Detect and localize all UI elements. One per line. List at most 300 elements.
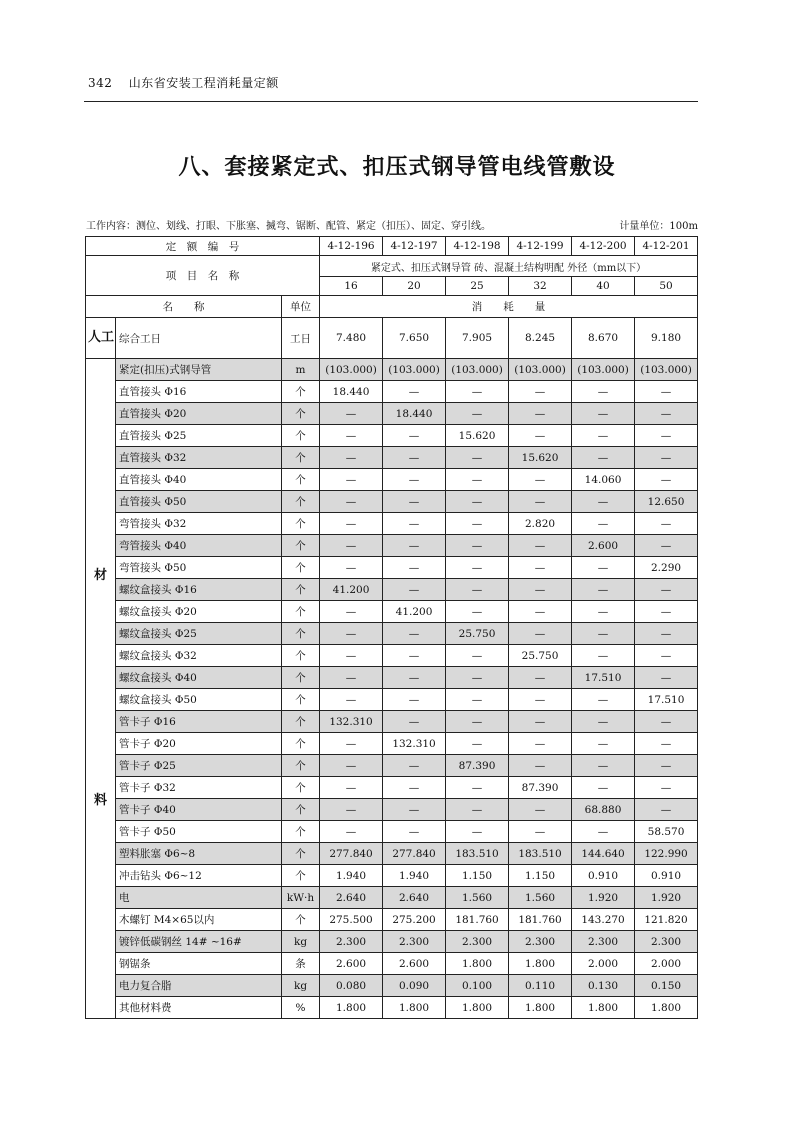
labor-value: 7.905 (446, 318, 509, 359)
material-unit: kW·h (282, 887, 320, 909)
material-value: — (635, 425, 698, 447)
material-unit: 个 (282, 535, 320, 557)
material-unit: 个 (282, 909, 320, 931)
material-value: — (509, 689, 572, 711)
material-value: — (572, 755, 635, 777)
material-row (86, 535, 698, 557)
material-value: — (383, 491, 446, 513)
material-unit: 个 (282, 733, 320, 755)
material-value: — (635, 623, 698, 645)
material-value: 0.150 (635, 975, 698, 997)
material-value: (103.000) (446, 359, 509, 381)
material-unit: 个 (282, 469, 320, 491)
diameter: 25 (446, 277, 509, 296)
material-unit: 个 (282, 403, 320, 425)
material-name: 管卡子 Φ16 (116, 711, 282, 733)
book-title: 山东省安装工程消耗量定额 (128, 76, 279, 90)
material-value: — (635, 755, 698, 777)
material-value: — (572, 645, 635, 667)
material-value: 15.620 (446, 425, 509, 447)
material-name: 其他材料费 (116, 997, 282, 1019)
material-value: 2.600 (320, 953, 383, 975)
material-value: 2.300 (320, 931, 383, 953)
material-value: 1.800 (509, 953, 572, 975)
material-value: — (320, 821, 383, 843)
material-value: — (383, 425, 446, 447)
material-value: 2.640 (383, 887, 446, 909)
material-value: — (572, 403, 635, 425)
labor-value: 8.670 (572, 318, 635, 359)
material-value: — (635, 535, 698, 557)
material-unit: 个 (282, 777, 320, 799)
material-value: — (383, 557, 446, 579)
material-value: — (509, 821, 572, 843)
diameter: 40 (572, 277, 635, 296)
material-row (86, 579, 698, 601)
material-value: — (320, 425, 383, 447)
material-value: — (509, 425, 572, 447)
material-value: — (572, 777, 635, 799)
material-value: — (635, 381, 698, 403)
page-number: 342 (88, 76, 113, 90)
spec-row (86, 256, 698, 277)
material-value: — (509, 381, 572, 403)
material-unit: 个 (282, 843, 320, 865)
material-name: 电力复合脂 (116, 975, 282, 997)
material-value: — (572, 579, 635, 601)
labor-value: 7.480 (320, 318, 383, 359)
material-value: — (446, 777, 509, 799)
material-unit: 个 (282, 579, 320, 601)
material-value: 2.600 (383, 953, 446, 975)
material-value: — (446, 403, 509, 425)
material-value: 1.560 (446, 887, 509, 909)
material-value: 0.100 (446, 975, 509, 997)
material-category (86, 359, 116, 1019)
material-value: 0.910 (635, 865, 698, 887)
material-value: — (509, 711, 572, 733)
material-value: 1.800 (572, 997, 635, 1019)
quota-code: 4-12-200 (572, 237, 635, 256)
material-value: — (320, 623, 383, 645)
material-value: 1.560 (509, 887, 572, 909)
material-value: — (635, 601, 698, 623)
material-value: — (320, 469, 383, 491)
material-unit: 个 (282, 381, 320, 403)
material-name: 钢锯条 (116, 953, 282, 975)
material-value: 12.650 (635, 491, 698, 513)
material-value: — (383, 579, 446, 601)
material-value: — (320, 491, 383, 513)
material-value: — (572, 601, 635, 623)
material-value: 181.760 (509, 909, 572, 931)
material-value: — (446, 513, 509, 535)
material-name: 镀锌低碳钢丝 14# ~16# (116, 931, 282, 953)
material-unit: 个 (282, 557, 320, 579)
material-unit: 个 (282, 799, 320, 821)
material-value: — (446, 579, 509, 601)
material-name: 冲击钻头 Φ6~12 (116, 865, 282, 887)
material-value: — (572, 425, 635, 447)
quota-code: 4-12-201 (635, 237, 698, 256)
material-name: 直管接头 Φ50 (116, 491, 282, 513)
material-value: — (320, 403, 383, 425)
material-value: 2.300 (635, 931, 698, 953)
material-name: 管卡子 Φ40 (116, 799, 282, 821)
material-unit: kg (282, 975, 320, 997)
material-name: 紧定(扣压)式钢导管 (116, 359, 282, 381)
material-row (86, 953, 698, 975)
material-value: — (635, 513, 698, 535)
material-value: 1.800 (446, 997, 509, 1019)
material-name: 管卡子 Φ25 (116, 755, 282, 777)
material-name: 管卡子 Φ50 (116, 821, 282, 843)
material-row (86, 447, 698, 469)
material-unit: 个 (282, 513, 320, 535)
material-value: — (320, 535, 383, 557)
material-name: 螺纹盒接头 Φ32 (116, 645, 282, 667)
material-value: (103.000) (383, 359, 446, 381)
material-name: 螺纹盒接头 Φ20 (116, 601, 282, 623)
diameter: 20 (383, 277, 446, 296)
material-value: — (383, 381, 446, 403)
material-value: 132.310 (383, 733, 446, 755)
material-name: 弯管接头 Φ50 (116, 557, 282, 579)
col-consumption-header: 消 耗 量 (320, 296, 698, 318)
quota-code: 4-12-198 (446, 237, 509, 256)
material-value: 1.150 (509, 865, 572, 887)
material-value: — (635, 799, 698, 821)
material-value: 87.390 (446, 755, 509, 777)
material-row (86, 403, 698, 425)
material-name: 木螺钉 M4×65以内 (116, 909, 282, 931)
material-row (86, 557, 698, 579)
quota-table-body (86, 237, 698, 1019)
labor-unit: 工日 (282, 318, 320, 359)
material-value: 1.800 (320, 997, 383, 1019)
material-value: 1.800 (446, 953, 509, 975)
material-value: — (446, 799, 509, 821)
material-row (86, 469, 698, 491)
material-name: 弯管接头 Φ32 (116, 513, 282, 535)
material-row (86, 491, 698, 513)
material-name: 弯管接头 Φ40 (116, 535, 282, 557)
material-value: 0.090 (383, 975, 446, 997)
material-value: 14.060 (572, 469, 635, 491)
material-value: — (320, 601, 383, 623)
diameter: 32 (509, 277, 572, 296)
material-value: 25.750 (446, 623, 509, 645)
material-value: 143.270 (572, 909, 635, 931)
material-unit: 个 (282, 689, 320, 711)
material-value: 277.840 (320, 843, 383, 865)
quota-code-label: 定 额 编 号 (86, 237, 320, 256)
material-value: 132.310 (320, 711, 383, 733)
material-name: 直管接头 Φ40 (116, 469, 282, 491)
quota-code: 4-12-199 (509, 237, 572, 256)
material-value: — (320, 447, 383, 469)
material-row (86, 975, 698, 997)
spec-label: 紧定式、扣压式钢导管 砖、混凝土结构明配 外径（mm以下） (320, 256, 698, 277)
material-value: (103.000) (635, 359, 698, 381)
material-value: — (635, 711, 698, 733)
material-value: — (509, 733, 572, 755)
material-value: — (509, 535, 572, 557)
material-value: 18.440 (383, 403, 446, 425)
material-value: (103.000) (509, 359, 572, 381)
header-rule (84, 101, 698, 102)
material-value: — (446, 469, 509, 491)
material-value: — (320, 689, 383, 711)
material-value: — (572, 623, 635, 645)
material-value: 17.510 (635, 689, 698, 711)
material-value: — (446, 491, 509, 513)
material-row (86, 733, 698, 755)
material-row (86, 843, 698, 865)
material-value: 2.300 (509, 931, 572, 953)
material-value: 121.820 (635, 909, 698, 931)
material-value: 58.570 (635, 821, 698, 843)
labor-name: 综合工日 (116, 318, 282, 359)
material-value: — (383, 799, 446, 821)
material-row (86, 755, 698, 777)
material-value: 0.910 (572, 865, 635, 887)
material-row (86, 887, 698, 909)
material-value: 183.510 (446, 843, 509, 865)
material-value: — (509, 557, 572, 579)
material-unit: 个 (282, 447, 320, 469)
quota-code: 4-12-196 (320, 237, 383, 256)
material-unit: 个 (282, 755, 320, 777)
material-value: 2.290 (635, 557, 698, 579)
material-unit: 个 (282, 711, 320, 733)
material-value: — (383, 689, 446, 711)
material-row (86, 513, 698, 535)
material-value: 122.990 (635, 843, 698, 865)
material-row (86, 645, 698, 667)
material-value: — (320, 799, 383, 821)
material-unit: 个 (282, 645, 320, 667)
material-value: — (509, 601, 572, 623)
material-value: 1.920 (635, 887, 698, 909)
material-value: — (572, 733, 635, 755)
material-name: 螺纹盒接头 Φ50 (116, 689, 282, 711)
material-value: 17.510 (572, 667, 635, 689)
material-unit: 条 (282, 953, 320, 975)
material-category-bottom: 料 (93, 792, 107, 808)
material-value: — (383, 447, 446, 469)
quota-code: 4-12-197 (383, 237, 446, 256)
material-row (86, 909, 698, 931)
work-content: 工作内容：测位、划线、打眼、下胀塞、揻弯、锯断、配管、紧定（扣压）、固定、穿引线。 (86, 221, 491, 232)
material-value: — (446, 601, 509, 623)
material-row (86, 667, 698, 689)
labor-value: 7.650 (383, 318, 446, 359)
material-row (86, 425, 698, 447)
material-value: — (446, 821, 509, 843)
material-value: — (383, 469, 446, 491)
material-unit: 个 (282, 865, 320, 887)
material-value: — (383, 821, 446, 843)
material-value: 2.300 (383, 931, 446, 953)
work-content-line (86, 217, 698, 232)
material-value: — (320, 733, 383, 755)
material-value: — (446, 667, 509, 689)
material-name: 电 (116, 887, 282, 909)
material-row (86, 359, 698, 381)
material-value: — (509, 579, 572, 601)
labor-category: 人工 (86, 318, 116, 359)
material-unit: 个 (282, 821, 320, 843)
material-unit: 个 (282, 491, 320, 513)
material-value: 183.510 (509, 843, 572, 865)
material-value: — (446, 645, 509, 667)
material-value: 41.200 (383, 601, 446, 623)
material-name: 螺纹盒接头 Φ16 (116, 579, 282, 601)
material-value: 1.800 (635, 997, 698, 1019)
material-value: 87.390 (509, 777, 572, 799)
material-row (86, 689, 698, 711)
material-unit: 个 (282, 623, 320, 645)
material-name: 螺纹盒接头 Φ25 (116, 623, 282, 645)
material-value: — (446, 535, 509, 557)
material-value: — (446, 733, 509, 755)
material-name: 塑料胀塞 Φ6~8 (116, 843, 282, 865)
material-row (86, 777, 698, 799)
quota-table (85, 236, 698, 1019)
material-row (86, 711, 698, 733)
material-value: 68.880 (572, 799, 635, 821)
unit-note: 计量单位：100m (619, 221, 698, 232)
material-value: — (446, 689, 509, 711)
material-row (86, 799, 698, 821)
material-value: 1.150 (446, 865, 509, 887)
material-value: — (320, 667, 383, 689)
material-value: — (635, 579, 698, 601)
material-value: 18.440 (320, 381, 383, 403)
material-value: — (572, 689, 635, 711)
material-value: — (383, 667, 446, 689)
quota-code-row (86, 237, 698, 256)
material-name: 螺纹盒接头 Φ40 (116, 667, 282, 689)
material-value: — (383, 535, 446, 557)
material-category-top: 材 (93, 568, 107, 584)
material-value: — (635, 469, 698, 491)
material-value: 15.620 (509, 447, 572, 469)
col-name-header: 名 称 (86, 296, 282, 318)
diameter: 50 (635, 277, 698, 296)
material-row (86, 997, 698, 1019)
material-value: — (446, 447, 509, 469)
material-value: (103.000) (572, 359, 635, 381)
material-unit: 个 (282, 601, 320, 623)
material-unit: m (282, 359, 320, 381)
material-value: — (446, 381, 509, 403)
material-name: 直管接头 Φ32 (116, 447, 282, 469)
material-value: — (383, 777, 446, 799)
material-value: — (635, 447, 698, 469)
material-value: 2.000 (635, 953, 698, 975)
material-row (86, 865, 698, 887)
material-unit: 个 (282, 667, 320, 689)
material-name: 直管接头 Φ16 (116, 381, 282, 403)
material-value: — (320, 645, 383, 667)
section-title: 八、套接紧定式、扣压式钢导管电线管敷设 (178, 155, 616, 180)
page-header (88, 74, 279, 91)
material-value: — (635, 733, 698, 755)
material-row (86, 931, 698, 953)
material-value: 2.000 (572, 953, 635, 975)
material-value: — (572, 711, 635, 733)
material-value: — (509, 623, 572, 645)
material-value: — (320, 513, 383, 535)
material-value: 1.800 (383, 997, 446, 1019)
material-value: 2.820 (509, 513, 572, 535)
material-value: 277.840 (383, 843, 446, 865)
material-value: — (446, 711, 509, 733)
material-value: 0.110 (509, 975, 572, 997)
labor-value: 8.245 (509, 318, 572, 359)
material-value: (103.000) (320, 359, 383, 381)
material-value: 2.300 (572, 931, 635, 953)
material-value: — (320, 755, 383, 777)
material-value: — (383, 755, 446, 777)
material-value: 275.200 (383, 909, 446, 931)
material-unit: 个 (282, 425, 320, 447)
material-value: 275.500 (320, 909, 383, 931)
material-value: — (446, 557, 509, 579)
material-value: — (320, 557, 383, 579)
material-value: — (383, 711, 446, 733)
material-value: 1.940 (320, 865, 383, 887)
col-unit-header: 单位 (282, 296, 320, 318)
material-value: — (572, 491, 635, 513)
material-value: — (509, 667, 572, 689)
material-name: 管卡子 Φ20 (116, 733, 282, 755)
material-row (86, 821, 698, 843)
item-name-label: 项 目 名 称 (86, 256, 320, 296)
material-value: — (635, 403, 698, 425)
material-value: 0.130 (572, 975, 635, 997)
labor-value: 9.180 (635, 318, 698, 359)
material-value: — (635, 777, 698, 799)
material-name: 直管接头 Φ25 (116, 425, 282, 447)
material-value: — (509, 755, 572, 777)
material-value: 25.750 (509, 645, 572, 667)
material-value: 181.760 (446, 909, 509, 931)
material-value: — (635, 645, 698, 667)
material-unit: kg (282, 931, 320, 953)
material-value: — (572, 821, 635, 843)
material-row (86, 601, 698, 623)
material-row (86, 381, 698, 403)
material-value: 1.800 (509, 997, 572, 1019)
material-value: — (509, 799, 572, 821)
material-row (86, 623, 698, 645)
material-value: 2.640 (320, 887, 383, 909)
material-value: 2.300 (446, 931, 509, 953)
material-value: — (572, 381, 635, 403)
material-value: 2.600 (572, 535, 635, 557)
material-name: 管卡子 Φ32 (116, 777, 282, 799)
material-unit: % (282, 997, 320, 1019)
material-value: — (635, 667, 698, 689)
material-value: — (572, 447, 635, 469)
material-value: — (509, 469, 572, 491)
material-value: — (509, 491, 572, 513)
material-value: — (509, 403, 572, 425)
material-value: — (572, 557, 635, 579)
